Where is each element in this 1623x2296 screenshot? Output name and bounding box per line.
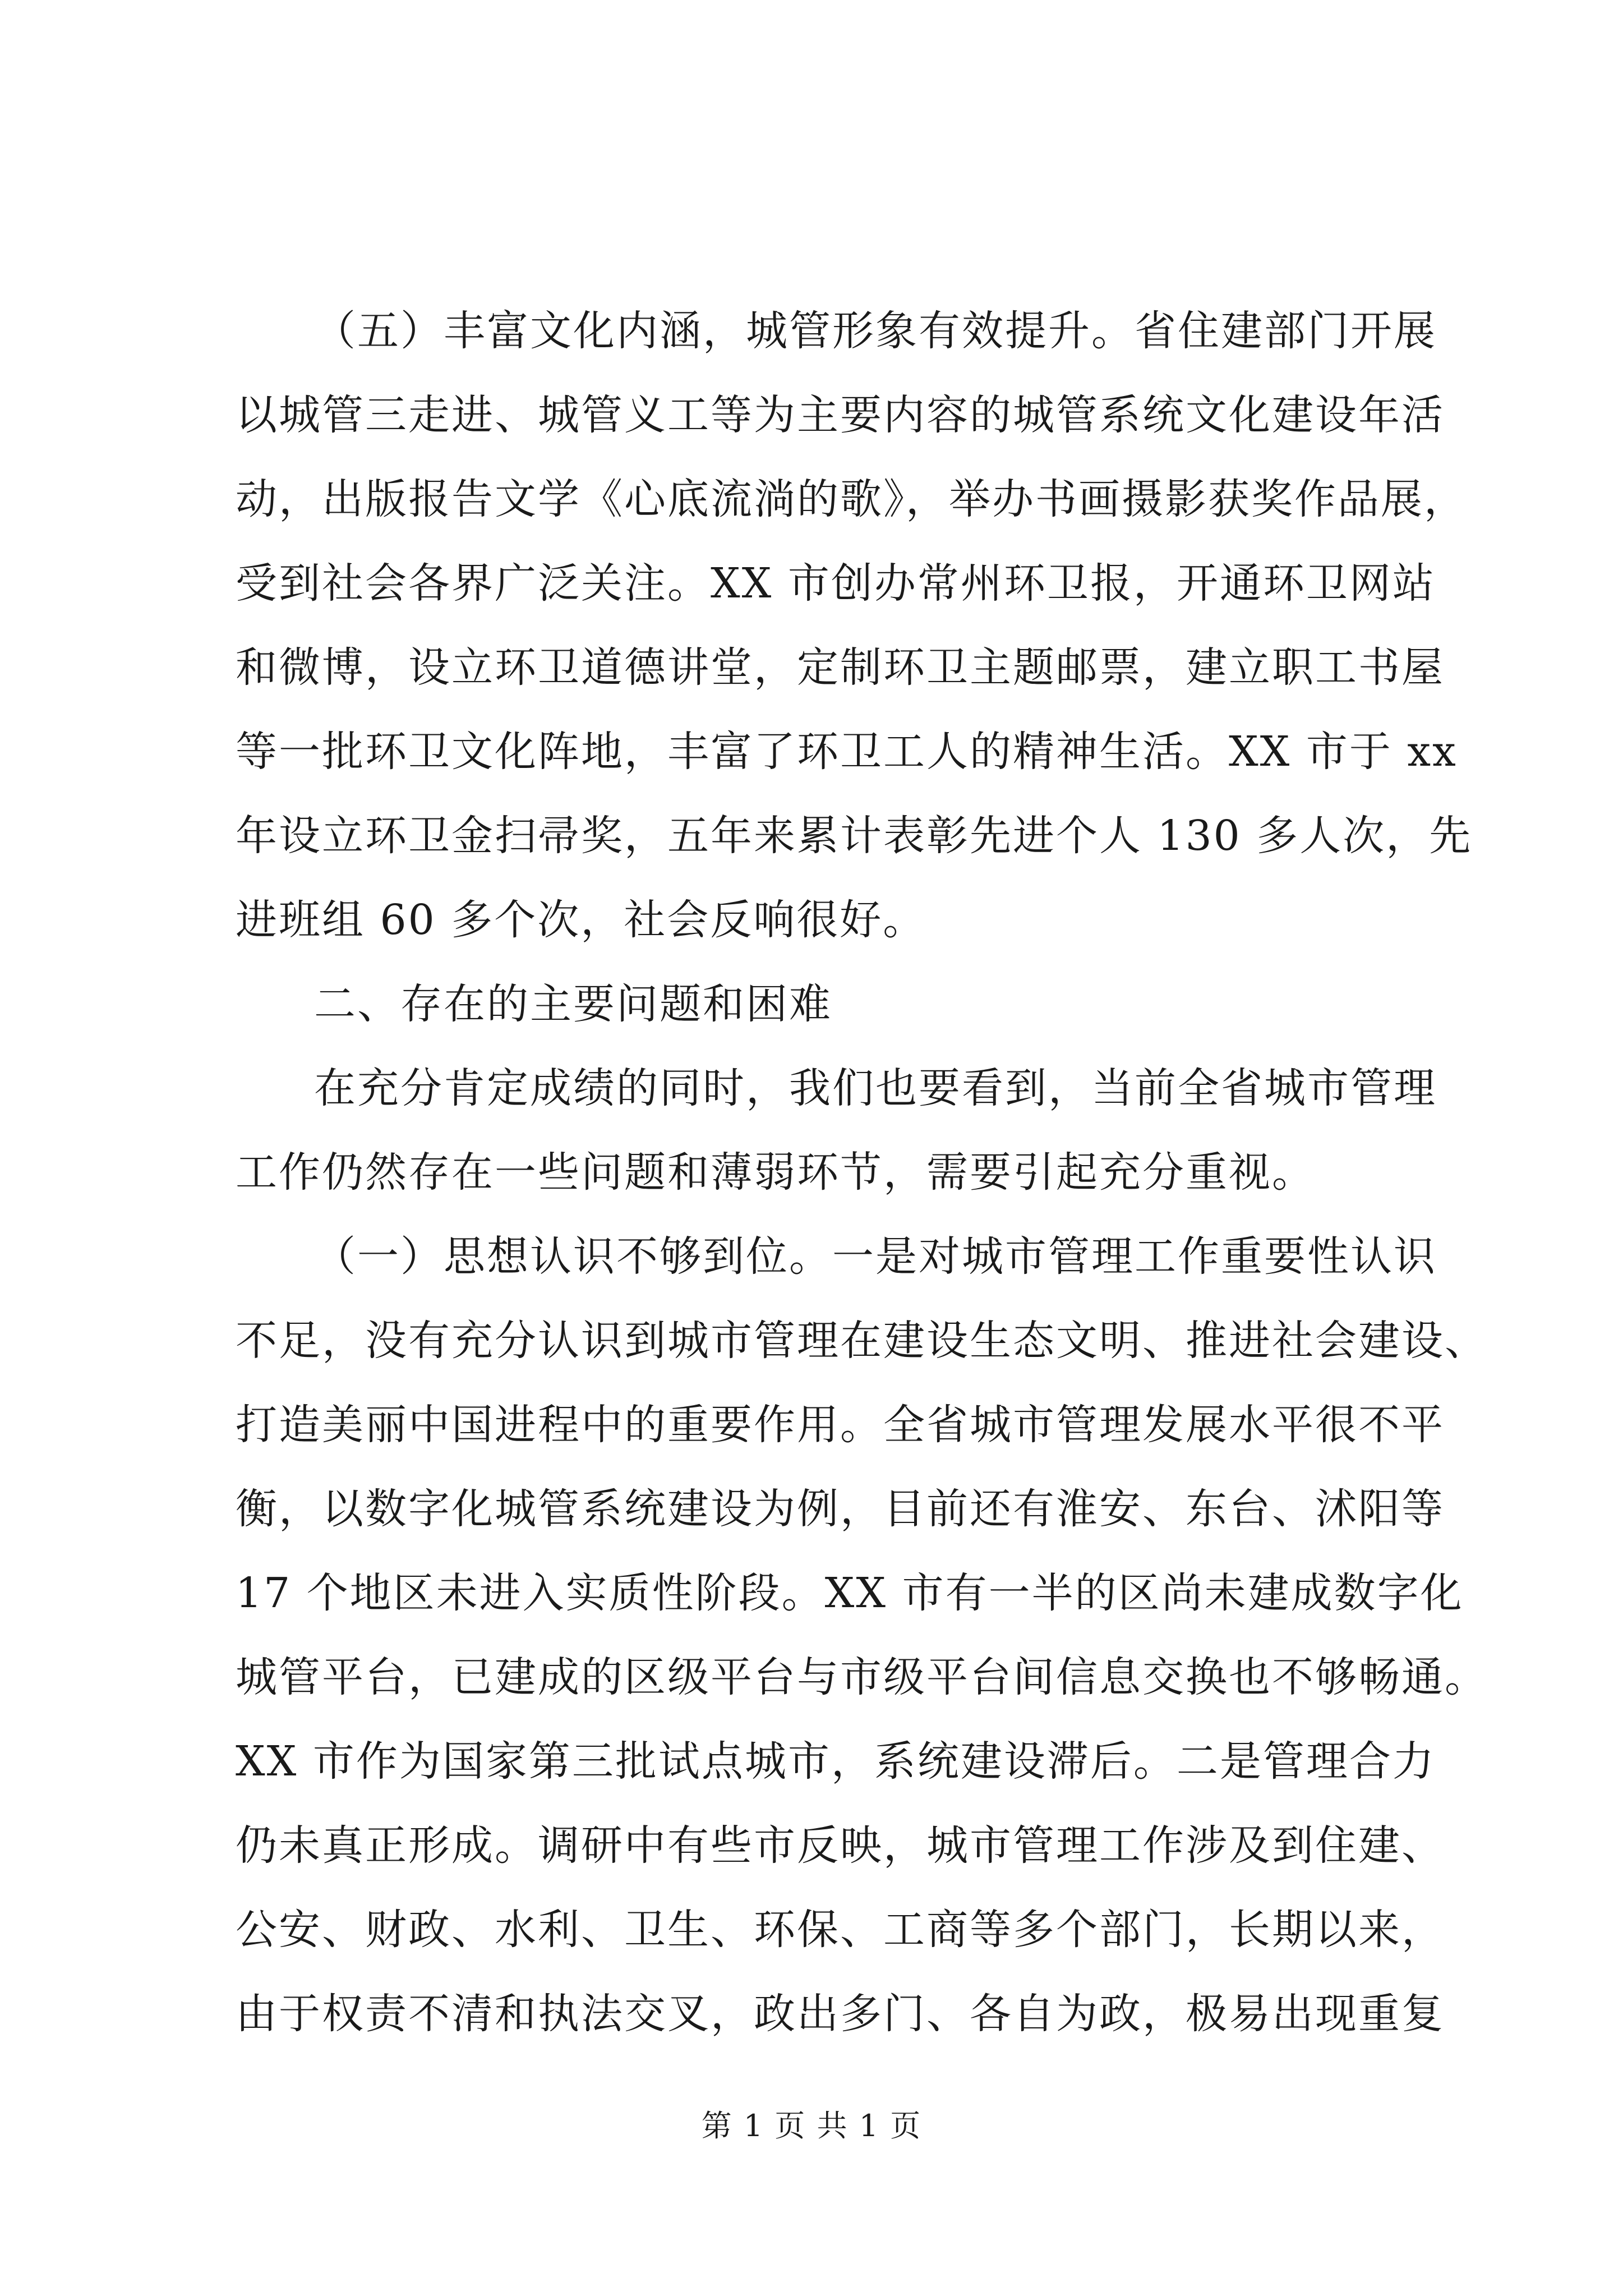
paragraph-line: 年设立环卫金扫帚奖，五年来累计表彰先进个人 130 多人次，先: [236, 812, 1473, 860]
paragraph-line: 以城管三走进、城管义工等为主要内容的城管系统文化建设年活: [236, 391, 1445, 439]
paragraph-line: 公安、财政、水利、卫生、环保、工商等多个部门，长期以来，: [236, 1906, 1445, 1954]
section-heading: 二、存在的主要问题和困难: [314, 980, 832, 1028]
paragraph-line: XX 市作为国家第三批试点城市，系统建设滞后。二是管理合力: [236, 1737, 1436, 1786]
paragraph-line: 受到社会各界广泛关注。XX 市创办常州环卫报，开通环卫网站: [236, 559, 1436, 608]
paragraph-line: （五）丰富文化内涵，城管形象有效提升。省住建部门开展: [314, 307, 1437, 355]
paragraph-line: （一）思想认识不够到位。一是对城市管理工作重要性认识: [314, 1232, 1437, 1281]
paragraph-line: 不足，没有充分认识到城市管理在建设生态文明、推进社会建设、: [236, 1317, 1488, 1365]
paragraph-line: 工作仍然存在一些问题和薄弱环节，需要引起充分重视。: [236, 1148, 1315, 1197]
paragraph-line: 仍未真正形成。调研中有些市反映，城市管理工作涉及到住建、: [236, 1821, 1445, 1870]
paragraph-line: 和微博，设立环卫道德讲堂，定制环卫主题邮票，建立职工书屋: [236, 643, 1445, 692]
paragraph-line: 衡，以数字化城管系统建设为例，目前还有淮安、东台、沭阳等: [236, 1485, 1445, 1533]
paragraph-line: 动，出版报告文学《心底流淌的歌》，举办书画摄影获奖作品展，: [236, 475, 1467, 523]
paragraph-line: 由于权责不清和执法交叉，政出多门、各自为政，极易出现重复: [236, 1990, 1445, 2038]
paragraph-line: 城管平台，已建成的区级平台与市级平台间信息交换也不够畅通。: [236, 1653, 1488, 1701]
page-number-footer: 第 1 页 共 1 页: [701, 2108, 922, 2143]
paragraph-line: 打造美丽中国进程中的重要作用。全省城市管理发展水平很不平: [236, 1401, 1445, 1449]
paragraph-line: 在充分肯定成绩的同时，我们也要看到，当前全省城市管理: [314, 1064, 1437, 1112]
paragraph-line: 等一批环卫文化阵地，丰富了环卫工人的精神生活。XX 市于 xx: [236, 728, 1458, 776]
paragraph-line: 进班组 60 多个次，社会反响很好。: [236, 896, 926, 944]
paragraph-line: 17 个地区未进入实质性阶段。XX 市有一半的区尚未建成数字化: [236, 1569, 1464, 1617]
